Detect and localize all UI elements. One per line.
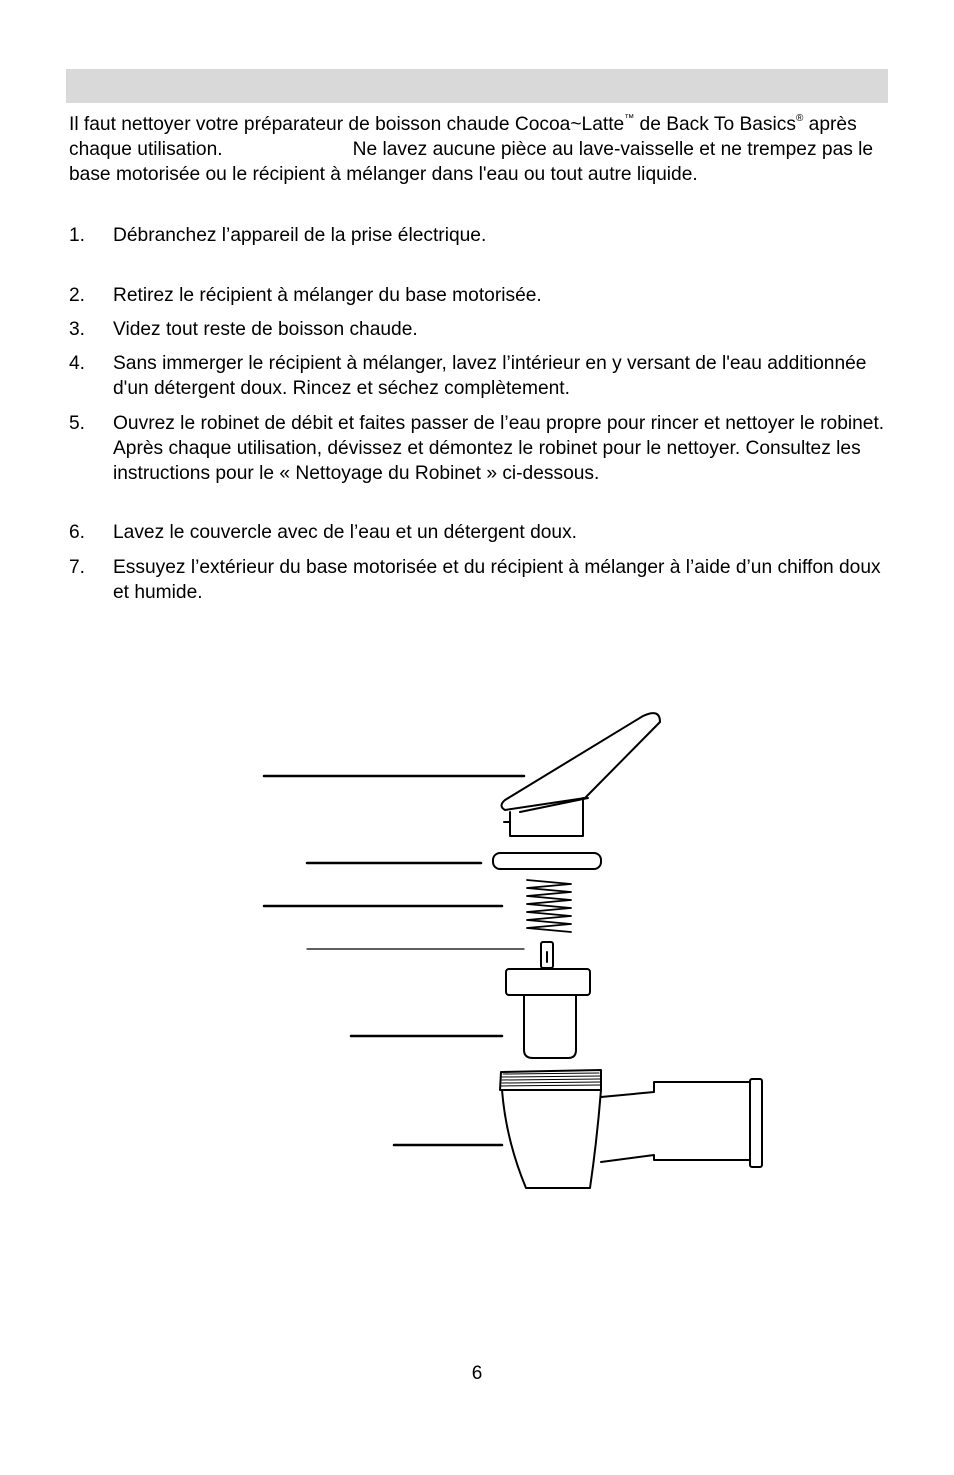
- faucet-threads: [501, 1073, 600, 1086]
- step-text: Lavez le couvercle avec de l’eau et un détergent doux.: [113, 522, 578, 543]
- step-text: Débranchez l’appareil de la prise électrique.: [113, 225, 487, 246]
- step-number: 2.: [69, 285, 86, 306]
- registered-symbol: ®: [795, 113, 804, 124]
- step-number: 6.: [69, 522, 86, 543]
- trademark-symbol: ™: [624, 113, 635, 124]
- faucet-spring-part: [527, 880, 571, 932]
- step-number: 3.: [69, 319, 86, 340]
- faucet-pin-part: [541, 942, 553, 968]
- faucet-washer-part: [493, 853, 601, 869]
- step-number: 7.: [69, 557, 86, 578]
- faucet-lever-part: [502, 713, 661, 836]
- step-text: Ouvrez le robinet de débit et faites passer de l’eau propre pour rincer et nettoyer le robinet. Après chaque utilisation, dévissez et démontez le robinet pour le nettoyer. Consultez les instructions pour le « Nettoyage du Robinet » ci-dessous.: [113, 413, 885, 484]
- page-number: 6: [471, 1363, 483, 1384]
- faucet-body-part: [500, 1070, 762, 1188]
- step-text: Sans immerger le récipient à mélanger, lavez l’intérieur en y versant de l'eau additionnée d'un détergent doux. Rincez et séchez complètement.: [113, 353, 867, 399]
- step-number: 4.: [69, 353, 86, 374]
- step-text: Essuyez l’extérieur du base motorisée et du récipient à mélanger à l’aide d’un chiffon doux et humide.: [113, 557, 881, 603]
- step-text: Videz tout reste de boisson chaude.: [113, 319, 418, 340]
- intro-text-3: après chaque utilisation.: [69, 114, 857, 160]
- intro-warning-text: Ne lavez aucune pièce au lave-vaisselle et ne trempez pas le base motorisée ou le récipient à mélanger dans l'eau ou tout autre liquide.: [69, 139, 874, 185]
- step-text: Retirez le récipient à mélanger du base motorisée.: [113, 285, 542, 306]
- faucet-plunger-part: [506, 969, 590, 1058]
- step-number: 1.: [69, 225, 86, 246]
- intro-text-2: de Back To Basics: [634, 114, 796, 135]
- intro-text-1: Il faut nettoyer votre préparateur de boisson chaude Cocoa~Latte: [69, 114, 625, 135]
- step-number: 5.: [69, 413, 86, 434]
